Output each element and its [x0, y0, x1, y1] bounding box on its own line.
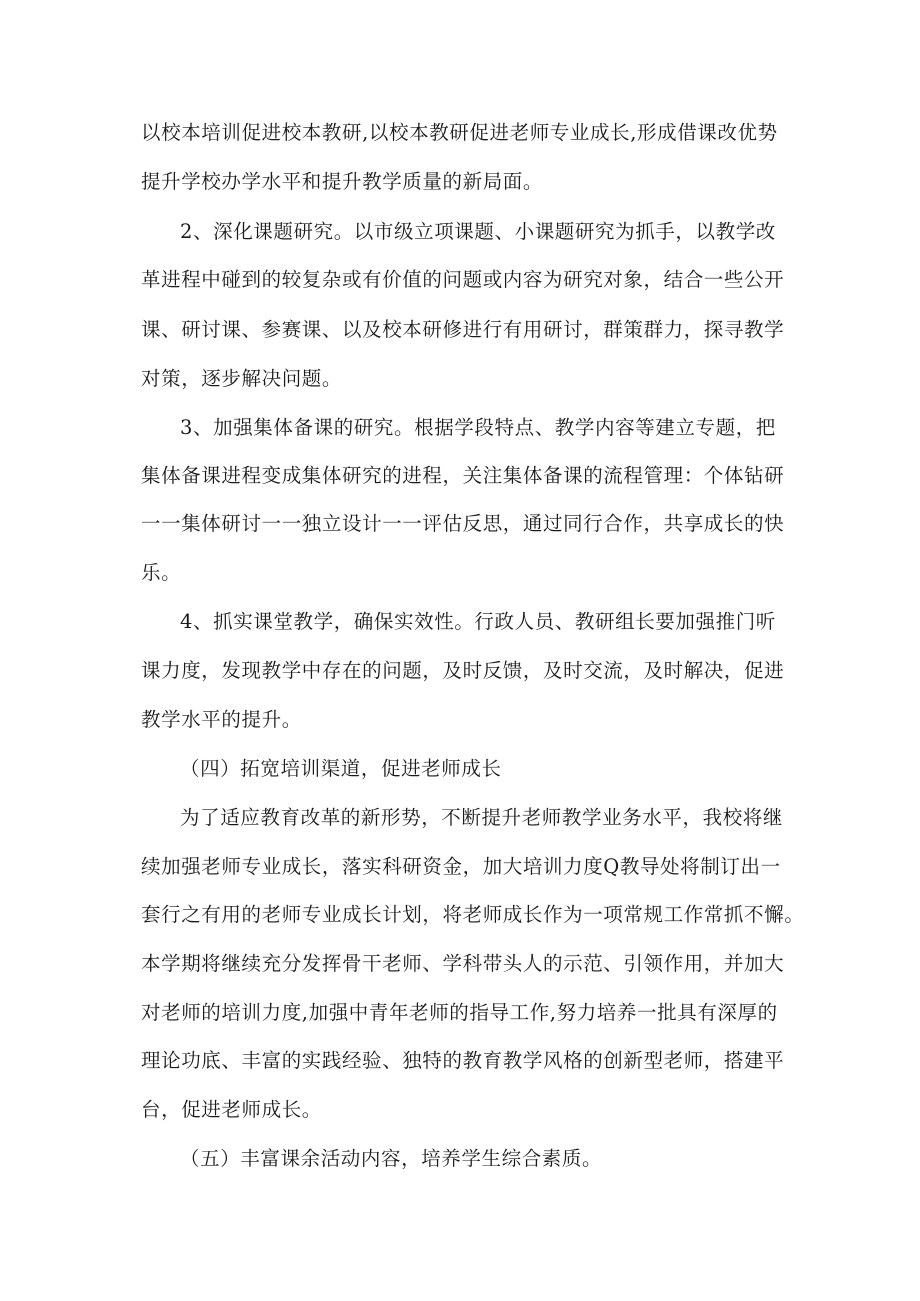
- text-line: 4、抓实课堂教学，确保实效性。行政人员、教研组长要加强推门听: [180, 610, 776, 633]
- text-line: 以校本培训促进校本教研,以校本教研促进老师专业成长,形成借课改优势: [141, 121, 778, 144]
- text-line: 台，促进老师成长。: [141, 1098, 322, 1121]
- text-line: 教学水平的提升。: [141, 708, 302, 731]
- text-line: 乐。: [141, 561, 182, 584]
- text-line: 理论功底、丰富的实践经验、独特的教育教学风格的创新型老师，搭建平: [141, 1049, 785, 1072]
- text-line: 本学期将继续充分发挥骨干老师、学科带头人的示范、引领作用，并加大: [141, 952, 785, 975]
- text-line: 对老师的培训力度,加强中青年老师的指导工作,努力培养一批具有深厚的: [141, 1001, 778, 1024]
- section-heading: （四）拓宽培训渠道，促进老师成长: [180, 757, 502, 780]
- text-line: 提升学校办学水平和提升教学质量的新局面。: [141, 170, 544, 193]
- text-line: 课、研讨课、参赛课、以及校本研修进行有用研讨，群策群力，探寻教学: [141, 318, 785, 341]
- text-line: 为了适应教育改革的新形势，不断提升老师教学业务水平，我校将继: [180, 806, 784, 829]
- text-line: 套行之有用的老师专业成长计划，将老师成长作为一项常规工作常抓不懈。: [141, 903, 805, 926]
- text-line: 一一集体研讨一一独立设计一一评估反思，通过同行合作，共享成长的快: [141, 512, 785, 535]
- section-heading: （五）丰富课余活动内容，培养学生综合素质。: [180, 1147, 603, 1170]
- text-line: 革进程中碰到的较复杂或有价值的问题或内容为研究对象，结合一些公开: [141, 268, 785, 291]
- text-line: 2、深化课题研究。以市级立项课题、小课题研究为抓手，以教学改: [180, 220, 776, 243]
- text-line: 3、加强集体备课的研究。根据学段特点、教学内容等建立专题，把: [180, 416, 776, 439]
- text-line: 集体备课进程变成集体研究的进程，关注集体备课的流程管理：个体钻研: [141, 464, 785, 487]
- text-line: 对策，逐步解决问题。: [141, 367, 343, 390]
- text-line: 课力度，发现教学中存在的问题，及时反馈，及时交流，及时解决，促进: [141, 659, 785, 682]
- text-line: 续加强老师专业成长，落实科研资金，加大培训力度Q教导处将制订出一: [141, 855, 781, 878]
